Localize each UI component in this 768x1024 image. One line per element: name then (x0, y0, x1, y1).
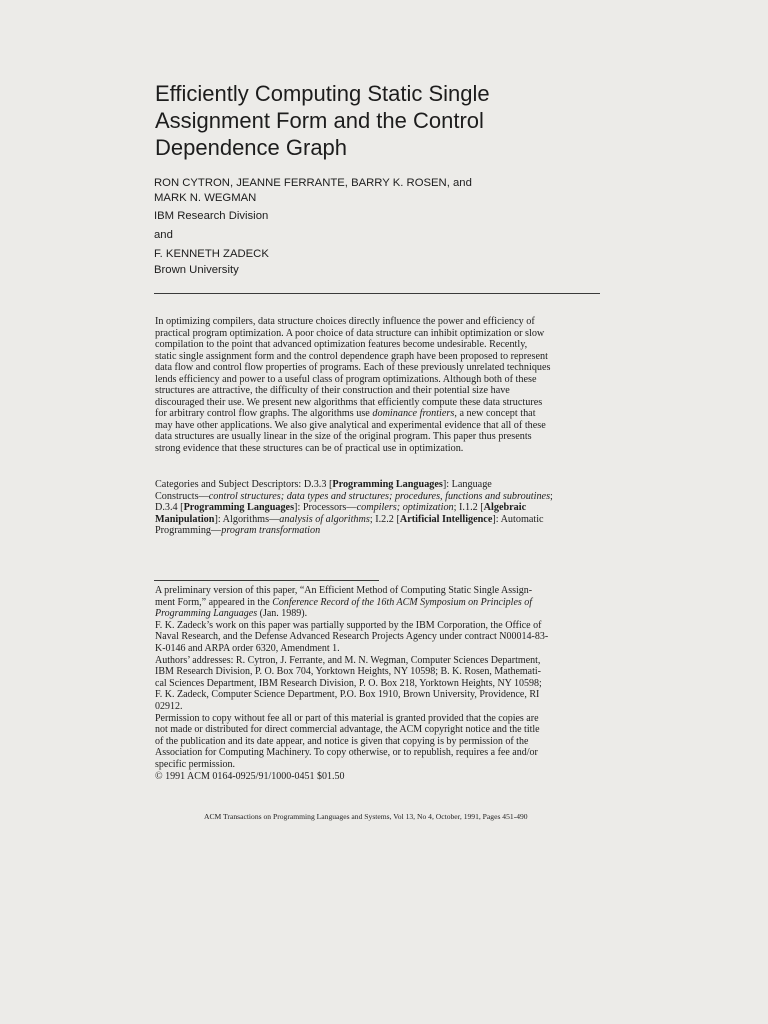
footnote-line: Naval Research, and the Defense Advanced Research Projects Agency under contract N00014-83- (155, 631, 549, 643)
descriptor-text: Categories and Subject Descriptors: D.3.3 [ (155, 479, 333, 490)
descriptor-class: Manipulation (155, 513, 215, 525)
abstract-line: may have other applications. We also give analytical and experimental evidence that all of these (155, 419, 546, 431)
author-conjunction: and (154, 229, 173, 241)
subject-descriptors (155, 479, 601, 537)
abstract-line: lends efficiency and power to a useful class of program optimizations. Although both of these (155, 373, 537, 385)
copyright-line: © 1991 ACM 0164-0925/91/1000-0451 $01.50 (155, 770, 345, 782)
author-line: MARK N. WEGMAN (154, 192, 257, 204)
abstract-line: structures are attractive, the difficulty of their construction and their potential size have (155, 385, 510, 396)
descriptor-line (155, 491, 601, 503)
descriptor-line (155, 525, 601, 537)
footnote-text: ment Form,” appeared in the (155, 596, 273, 608)
descriptor-text: D.3.4 [ (155, 502, 184, 514)
title-line: Assignment Form and the Control (155, 108, 484, 133)
footnote-line: 02912. (155, 700, 183, 712)
descriptor-subject: control structures; data types and structures; procedures, functions and subroutines (208, 490, 551, 502)
footnote-line: F. K. Zadeck’s work on this paper was partially supported by the IBM Corporation, the Office of (155, 619, 542, 631)
journal-citation: ACM Transactions on Programming Languages and Systems, Vol 13, No 4, October, 1991, Pages 451-490 (204, 812, 528, 821)
abstract-line: strong evidence that these structures can be of practical use in optimization. (155, 442, 464, 454)
descriptor-subject: compilers; optimization (356, 502, 454, 514)
footnote-divider (154, 580, 379, 581)
author-line: F. KENNETH ZADECK (154, 248, 269, 260)
title-line: Efficiently Computing Static Single (155, 81, 490, 106)
abstract-line (155, 408, 601, 420)
descriptor-text: ]: Processors— (294, 502, 357, 514)
footnote-venue: Programming Languages (155, 608, 258, 620)
descriptor-line (155, 514, 601, 526)
abstract (155, 316, 601, 454)
descriptor-text: Constructs— (155, 490, 209, 502)
abstract-line: data flow and control flow properties of programs. Each of these previously unrelated techniques (155, 362, 551, 373)
descriptor-class: Programming Languages (183, 502, 295, 514)
abstract-text: for arbitrary control flow graphs. The algorithms use (155, 408, 373, 419)
descriptor-line (155, 502, 601, 514)
footnote-line (155, 608, 601, 620)
footnote-line: A preliminary version of this paper, “An Efficient Method of Computing Static Single Assign- (155, 585, 533, 596)
descriptor-text: ]: Automatic (492, 513, 544, 525)
footnote-venue: Conference Record of the 16th ACM Symposium on Principles of (272, 596, 533, 608)
abstract-line: static single assignment form and the control dependence graph have been proposed to represent (155, 350, 548, 362)
descriptor-text: ; (550, 490, 553, 502)
affiliation: IBM Research Division (154, 210, 269, 222)
descriptor-text: ; I.1.2 [ (453, 502, 484, 514)
footnote-line: IBM Research Division, P. O. Box 704, Yorktown Heights, NY 10598; B. K. Rosen, Mathemati- (155, 666, 542, 678)
abstract-line: compilation to the point that advanced optimization features become undesirable. Recently, (155, 339, 528, 350)
footnote-line: cal Sciences Department, IBM Research Division, P. O. Box 218, Yorktown Heights, NY 10598; (155, 677, 542, 689)
footnote-line: F. K. Zadeck, Computer Science Department, P.O. Box 1910, Brown University, Providence, RI (155, 689, 540, 701)
footnote-line: Authors’ addresses: R. Cytron, J. Ferrante, and M. N. Wegman, Computer Sciences Department, (155, 654, 541, 666)
footnote-line: Permission to copy without fee all or part of this material is granted provided that the copies are (155, 712, 539, 724)
descriptor-text: ]: Language (442, 479, 492, 490)
abstract-line: data structures are usually linear in the size of the original program. This paper thus presents (155, 431, 532, 442)
descriptor-class: Artificial Intelligence (399, 513, 493, 525)
affiliation: Brown University (154, 264, 239, 276)
descriptor-line (155, 479, 601, 491)
descriptor-class: Algebraic (483, 502, 527, 514)
descriptor-subject: program transformation (221, 525, 321, 537)
abstract-line: In optimizing compilers, data structure choices directly influence the power and efficiency of (155, 316, 535, 327)
abstract-text: , a new concept that (454, 408, 536, 419)
footnote-line: specific permission. (155, 758, 235, 770)
footnote-line: of the publication and its date appear, and notice is given that copying is by permission of the (155, 735, 529, 747)
footnotes (155, 585, 601, 782)
footnote-line: Association for Computing Machinery. To copy otherwise, or to republish, requires a fee and/or (155, 747, 538, 759)
paper-title (155, 80, 575, 161)
abstract-line: practical program optimization. A poor choice of data structure can inhibit optimization or slow (155, 327, 545, 339)
footnote-line: K-0146 and ARPA order 6320, Amendment 1. (155, 642, 340, 654)
title-line: Dependence Graph (155, 135, 348, 160)
footnote-line (155, 597, 601, 609)
descriptor-class: Programming Languages (332, 479, 443, 490)
footnote-line: not made or distributed for direct commercial advantage, the ACM copyright notice and the title (155, 724, 540, 736)
abstract-term: dominance frontiers (372, 408, 455, 419)
descriptor-text: Programming— (155, 525, 222, 537)
footnote-text: (Jan. 1989). (257, 608, 308, 620)
descriptor-text: ; I.2.2 [ (369, 513, 400, 525)
descriptor-subject: analysis of algorithms (279, 513, 370, 525)
author-line: RON CYTRON, JEANNE FERRANTE, BARRY K. ROSEN, and (154, 177, 472, 189)
header-divider (154, 293, 600, 294)
descriptor-text: ]: Algorithms— (214, 513, 280, 525)
abstract-line: discouraged their use. We present new algorithms that efficiently compute these data structures (155, 396, 543, 408)
